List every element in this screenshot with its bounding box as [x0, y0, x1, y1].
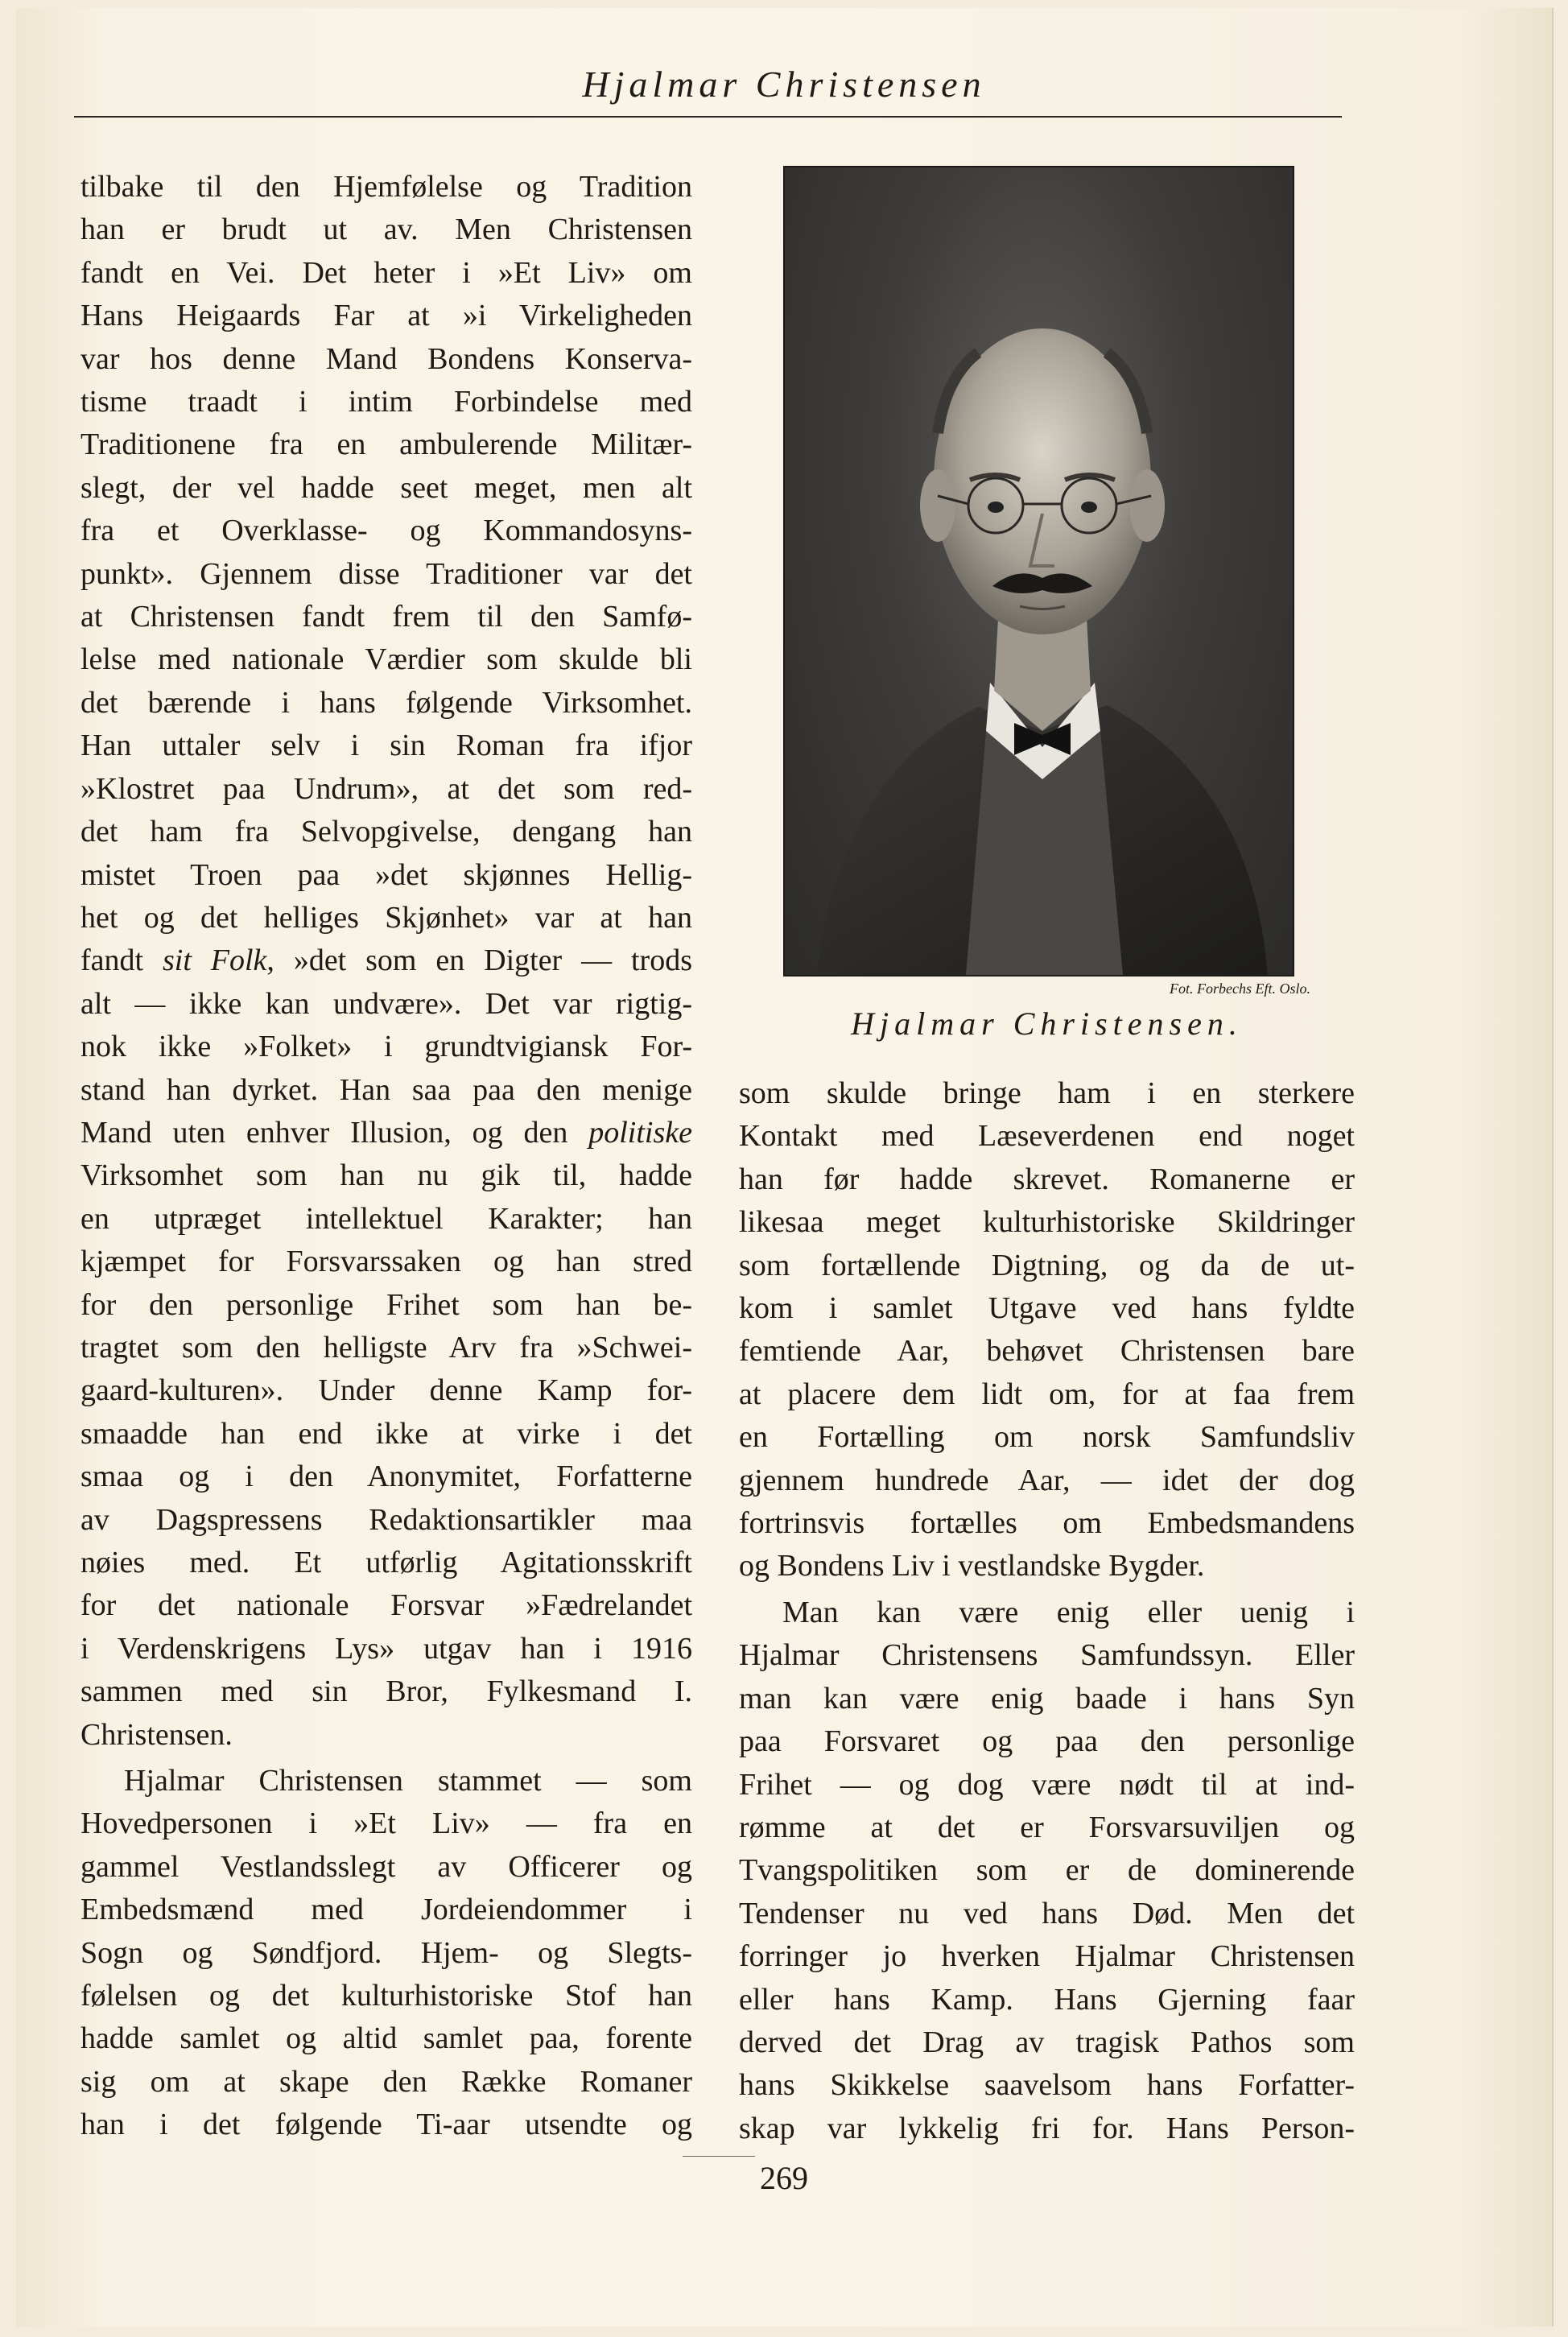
text-line: i Verdenskrigens Lys» utgav han i 1916: [80, 1631, 692, 1666]
text-line: som skulde bringe ham i en sterkere: [739, 1076, 1355, 1110]
text-line: het og det helliges Skjønhet» var at han: [80, 900, 692, 935]
text-line: av Dagspressens Redaktionsartikler maa: [80, 1502, 692, 1537]
text-line: følelsen og det kulturhistoriske Stof han: [80, 1979, 692, 2013]
text-line: for det nationale Forsvar »Fædrelandet: [80, 1588, 692, 1623]
text-line: sammen med sin Bror, Fylkesmand I.: [80, 1674, 692, 1709]
text-line: Man kan være enig eller uenig i: [782, 1595, 1355, 1629]
text-line: en utpræget intellektuel Karakter; han: [80, 1201, 692, 1236]
text-line: kjæmpet for Forsvarssaken og han stred: [80, 1245, 692, 1279]
text-line: slegt, der vel hadde seet meget, men alt: [80, 470, 692, 505]
text-line: tragtet som den helligste Arv fra »Schwei-: [80, 1330, 692, 1365]
text-line: gjennem hundrede Aar, — idet der dog: [739, 1463, 1355, 1497]
photo-credit: Fot. Forbechs Eft. Oslo.: [1170, 981, 1310, 997]
text-line: »Klostret paa Undrum», at det som red-: [80, 771, 692, 806]
text-line: hadde samlet og altid samlet paa, forente: [80, 2021, 692, 2056]
running-head: Hjalmar Christensen: [582, 64, 986, 105]
text-line: eller hans Kamp. Hans Gjerning faar: [739, 1982, 1355, 2017]
text-line: fandt en Vei. Det heter i »Et Liv» om: [80, 255, 692, 290]
text-line: likesaa meget kulturhistoriske Skildringer: [739, 1205, 1355, 1240]
text-line: man kan være enig baade i hans Syn: [739, 1681, 1355, 1716]
text-line: mistet Troen paa »det skjønnes Hellig-: [80, 857, 692, 892]
text-line: Virksomhet som han nu gik til, hadde: [80, 1158, 692, 1193]
text-line: punkt». Gjennem disse Traditioner var det: [80, 556, 692, 591]
text-line: det bærende i hans følgende Virksomhet.: [80, 685, 692, 720]
text-line: Mand uten enhver Illusion, og den politiske: [80, 1115, 692, 1150]
text-line: smaa og i den Anonymitet, Forfatterne: [80, 1460, 692, 1494]
text-line: Hans Heigaards Far at »i Virkeligheden: [80, 299, 692, 333]
text-line: alt — ikke kan undvære». Det var rigtig-: [80, 986, 692, 1021]
text-line: fortrinsvis fortælles om Embedsmandens: [739, 1506, 1355, 1541]
text-line: nok ikke »Folket» i grundtvigiansk For-: [80, 1030, 692, 1064]
text-line: for den personlige Frihet som han be-: [80, 1287, 692, 1322]
text-line: tilbake til den Hjemfølelse og Tradition: [80, 170, 692, 204]
text-line: Han uttaler selv i sin Roman fra ifjor: [80, 729, 692, 763]
text-line: kom i samlet Utgave ved hans fyldte: [739, 1291, 1355, 1326]
text-line: Sogn og Søndfjord. Hjem- og Slegts-: [80, 1935, 692, 1970]
sit-folk-before: fandt: [80, 943, 163, 978]
text-line: det ham fra Selvopgivelse, dengang han: [80, 815, 692, 849]
text-line: som fortællende Digtning, og da de ut-: [739, 1248, 1355, 1282]
text-line: Hjalmar Christensen stammet — som: [124, 1764, 692, 1798]
sit-folk-emphasis: sit Folk: [162, 943, 267, 978]
text-line: var hos denne Mand Bondens Konserva-: [80, 341, 692, 376]
text-line: en Fortælling om norsk Samfundsliv: [739, 1420, 1355, 1455]
text-line: sig om at skape den Række Romaner: [80, 2064, 692, 2099]
sit-folk-after: , »det som en Digter — trods: [266, 943, 693, 978]
right-column: [739, 1072, 1355, 2150]
portrait-illustration: [785, 167, 1293, 975]
text-line: hans Skikkelse saavelsom hans Forfatter-: [739, 2068, 1355, 2103]
text-line: tisme traadt i intim Forbindelse med: [80, 385, 692, 419]
folio-rule: [683, 2156, 755, 2157]
text-line: at placere dem lidt om, for at faa frem: [739, 1377, 1355, 1411]
text-line: og Bondens Liv i vestlandske Bygder.: [739, 1549, 1205, 1583]
photo-caption: Hjalmar Christensen.: [851, 1005, 1243, 1042]
text-line: han før hadde skrevet. Romanerne er: [739, 1162, 1355, 1196]
text-line: skap var lykkelig fri for. Hans Person-: [739, 2111, 1355, 2145]
text-line: Tendenser nu ved hans Død. Men det: [739, 1896, 1355, 1930]
text-line: derved det Drag av tragisk Pathos som: [739, 2025, 1355, 2059]
header-rule: [74, 116, 1342, 118]
text-line: smaadde han end ikke at virke i det: [80, 1416, 692, 1451]
left-column: [80, 166, 692, 2147]
text-line: Embedsmænd med Jordeiendommer i: [80, 1893, 692, 1927]
text-line: Christensen.: [80, 1717, 233, 1752]
text-line: stand han dyrket. Han saa paa den menige: [80, 1072, 692, 1107]
politiske-emphasis: politiske: [588, 1115, 692, 1150]
text-line: fra et Overklasse- og Kommandosyns-: [80, 514, 692, 548]
text-line-sit-folk: [80, 939, 692, 982]
text-line: at Christensen fandt frem til den Samfø-: [80, 600, 692, 634]
text-line: Hjalmar Christensens Samfundssyn. Eller: [739, 1638, 1355, 1673]
text-line: Tvangspolitiken som er de dominerende: [739, 1853, 1355, 1888]
text-line: han i det følgende Ti-aar utsendte og: [80, 2108, 692, 2142]
text-line: femtiende Aar, behøvet Christensen bare: [739, 1334, 1355, 1369]
text-line: Frihet — og dog være nødt til at ind-: [739, 1767, 1355, 1802]
text-line: Hovedpersonen i »Et Liv» — fra en: [80, 1806, 692, 1841]
text-line: han er brudt ut av. Men Christensen: [80, 213, 692, 247]
text-line: rømme at det er Forsvarsuviljen og: [739, 1810, 1355, 1844]
text-line: gammel Vestlandsslegt av Officerer og: [80, 1849, 692, 1884]
text-line: gaard-kulturen». Under denne Kamp for-: [80, 1373, 692, 1408]
text-line: Traditionene fra en ambulerende Militær-: [80, 427, 692, 462]
page-number: 269: [760, 2160, 808, 2196]
text-line: paa Forsvaret og paa den personlige: [739, 1724, 1355, 1759]
text-line: forringer jo hverken Hjalmar Christensen: [739, 1939, 1355, 1974]
text-line: lelse med nationale Værdier som skulde bli: [80, 642, 692, 677]
text-line: Kontakt med Læseverdenen end noget: [739, 1119, 1355, 1154]
text-line: nøies med. Et utførlig Agitationsskrift: [80, 1546, 692, 1579]
portrait-photo: [783, 166, 1294, 977]
